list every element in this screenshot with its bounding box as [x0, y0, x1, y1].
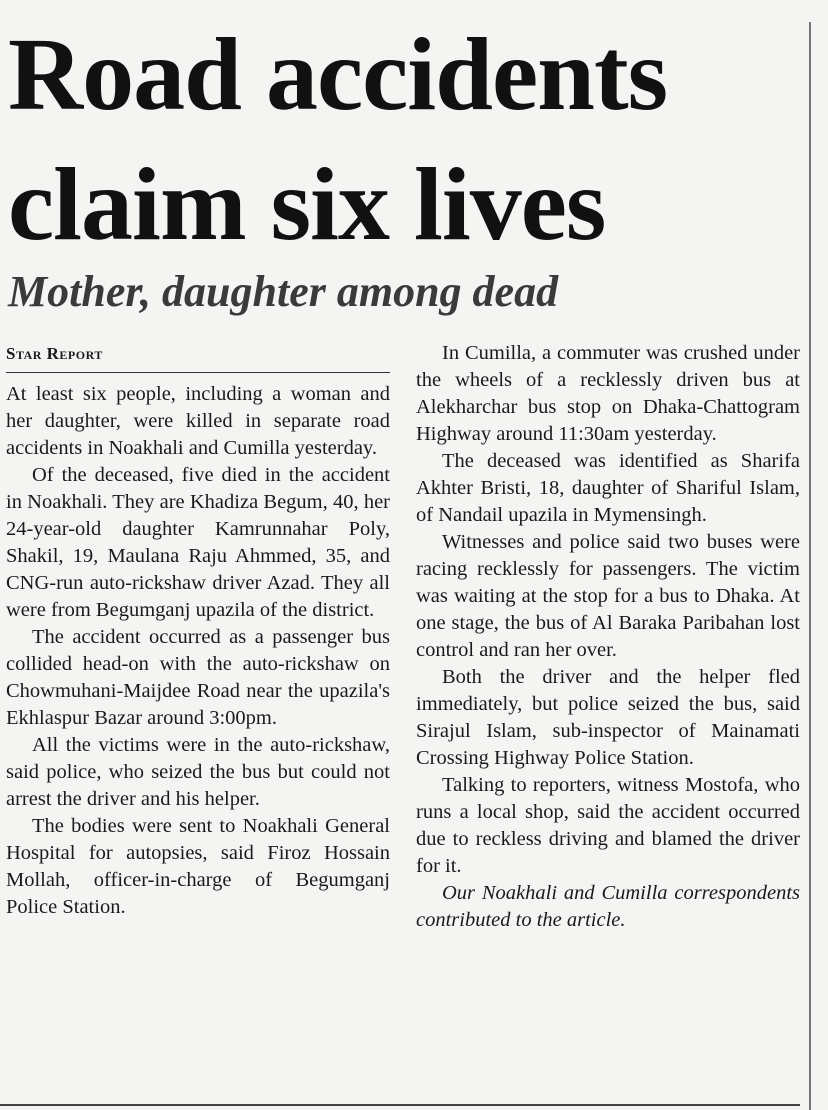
bottom-rule	[0, 1104, 800, 1106]
headline-line-1: Road accidents	[8, 17, 668, 132]
paragraph: Witnesses and police said two buses were racing recklessly for passengers. The victim was waiting at the stop for a bus to Dhaka. At one stage, the bus of Al Baraka Paribahan lost control and ran her over.	[416, 531, 800, 661]
paragraph: Both the driver and the helper fled immediately, but police seized the bus, said Sirajul Islam, sub-inspector of Mainamati Crossing Highway Police Station.	[416, 666, 800, 769]
paragraph: Of the deceased, five died in the accident in Noakhali. They are Khadiza Begum, 40, her 24-year-old daughter Kamrunnahar Poly, Shakil, 19, Maulana Raju Ahmmed, 35, and CNG-run auto-rickshaw driver Azad. They all were from Begumganj upazila of the district.	[6, 464, 390, 621]
subheadline: Mother, daughter among dead	[8, 267, 559, 316]
paragraph: All the victims were in the auto-rickshaw, said police, who seized the bus but could not arrest the driver and his helper.	[6, 734, 390, 810]
paragraph: Talking to reporters, witness Mostofa, who runs a local shop, said the accident occurred due to reckless driving and blamed the driver for it.	[416, 774, 800, 877]
contributor-credit: Our Noakhali and Cumilla correspondents contributed to the article.	[416, 882, 800, 931]
paragraph: At least six people, including a woman and her daughter, were killed in separate road accidents in Noakhali and Cumilla yesterday.	[6, 383, 390, 459]
paragraph: The bodies were sent to Noakhali General Hospital for autopsies, said Firoz Hossain Mollah, officer-in-charge of Begumganj Police Station.	[6, 815, 390, 918]
paragraph: The deceased was identified as Sharifa Akhter Bristi, 18, daughter of Shariful Islam, of Nandail upazila in Mymensingh.	[416, 450, 800, 526]
byline: Star Report	[6, 340, 390, 373]
paragraph: In Cumilla, a commuter was crushed under the wheels of a recklessly driven bus at Alekharchar bus stop on Dhaka-Chattogram Highway around 11:30am yesterday.	[416, 342, 800, 445]
article-column-left	[6, 340, 390, 921]
article-column-right	[416, 340, 800, 934]
headline-line-2: claim six lives	[8, 147, 606, 262]
headline	[8, 10, 808, 270]
paragraph: The accident occurred as a passenger bus collided head-on with the auto-rickshaw on Chowmuhani-Maijdee Road near the upazila's Ekhlaspur Bazar around 3:00pm.	[6, 626, 390, 729]
column-rule-right	[809, 22, 811, 1110]
